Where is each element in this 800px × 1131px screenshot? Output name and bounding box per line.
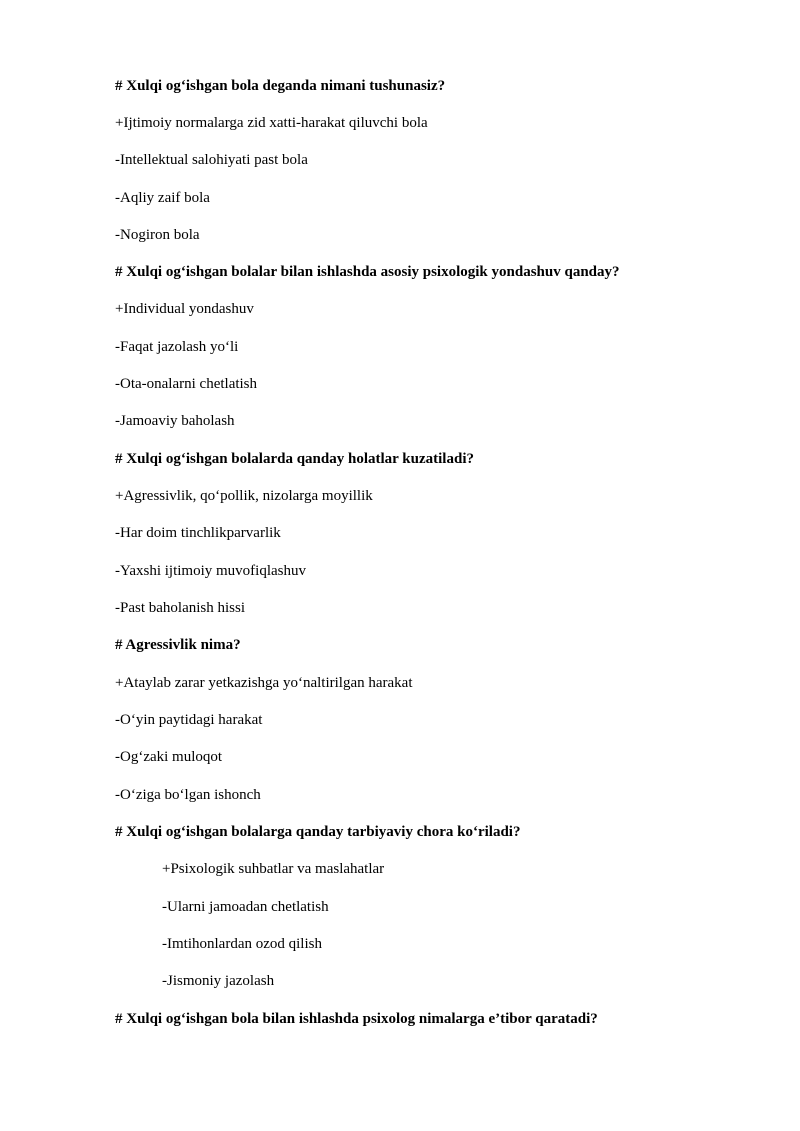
answer-1-2: -Intellektual salohiyati past bola	[115, 152, 308, 168]
answer-3-2: -Har doim tinchlikparvarlik	[115, 525, 281, 541]
answer-1-3: -Aqliy zaif bola	[115, 190, 210, 206]
answer-3-1: +Agressivlik, qo‘pollik, nizolarga moyillik	[115, 488, 373, 504]
answer-2-2: -Faqat jazolash yo‘li	[115, 339, 239, 355]
answer-5-2: -Ularni jamoadan chetlatish	[162, 899, 329, 915]
answer-2-3: -Ota-onalarni chetlatish	[115, 376, 258, 392]
answer-5-4: -Jismoniy jazolash	[162, 973, 275, 989]
question-6: # Xulqi og‘ishgan bola bilan ishlashda psixolog nimalarga e’tibor qaratadi?	[115, 1011, 598, 1027]
question-4: # Agressivlik nima?	[115, 637, 241, 653]
answer-4-1: +Ataylab zarar yetkazishga yo‘naltirilgan harakat	[115, 675, 413, 691]
answer-1-4: -Nogiron bola	[115, 227, 200, 243]
answer-3-4: -Past baholanish hissi	[115, 600, 245, 616]
answer-4-4: -O‘ziga bo‘lgan ishonch	[115, 787, 261, 803]
question-2: # Xulqi og‘ishgan bolalar bilan ishlashda asosiy psixologik yondashuv qanday?	[115, 264, 620, 280]
answer-5-1: +Psixologik suhbatlar va maslahatlar	[162, 861, 385, 877]
question-1: # Xulqi og‘ishgan bola deganda nimani tushunasiz?	[115, 78, 446, 94]
answer-2-1: +Individual yondashuv	[115, 301, 254, 317]
answer-4-3: -Og‘zaki muloqot	[115, 749, 223, 765]
answer-5-3: -Imtihonlardan ozod qilish	[162, 936, 322, 952]
answer-3-3: -Yaxshi ijtimoiy muvofiqlashuv	[115, 563, 306, 579]
question-5: # Xulqi og‘ishgan bolalarga qanday tarbiyaviy chora ko‘riladi?	[115, 824, 521, 840]
answer-4-2: -O‘yin paytidagi harakat	[115, 712, 263, 728]
answer-2-4: -Jamoaviy baholash	[115, 413, 235, 429]
answer-1-1: +Ijtimoiy normalarga zid xatti-harakat qiluvchi bola	[115, 115, 428, 131]
question-3: # Xulqi og‘ishgan bolalarda qanday holatlar kuzatiladi?	[115, 451, 474, 467]
